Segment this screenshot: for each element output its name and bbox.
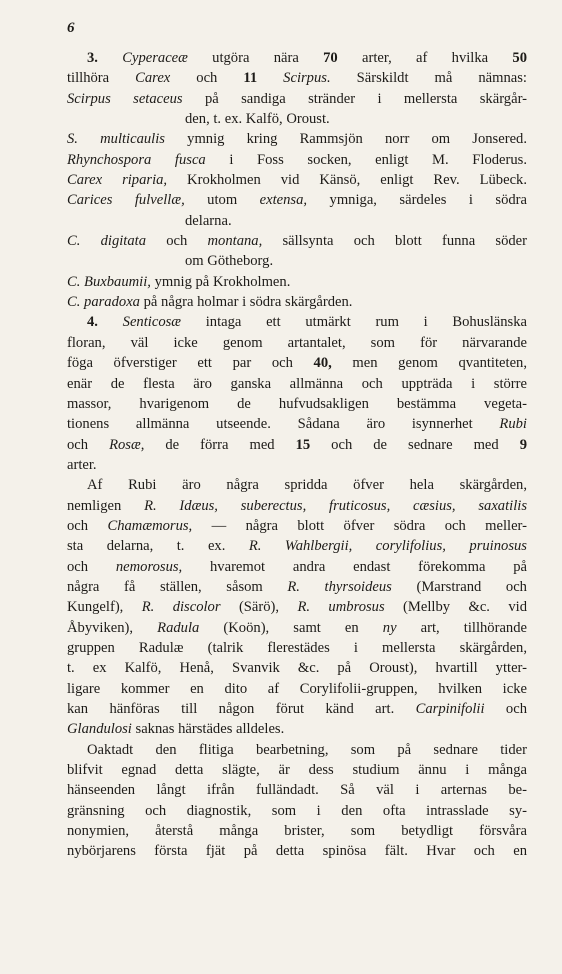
text-line: gruppen Radulæ (talrik flerestädes i mellersta skärgården, [67, 639, 527, 656]
text-line: och Chamæmorus, — några blott öfver södra och meller- [67, 517, 527, 534]
text-line: C. Buxbaumii, ymnig på Krokholmen. [67, 273, 291, 290]
text-line: om Götheborg. [185, 253, 274, 270]
text-line: floran, väl icke genom artantalet, som för närvarande [67, 334, 527, 351]
text-line: Oaktadt den flitiga bearbetning, som på sednare tider [87, 741, 527, 758]
text-line: arter. [67, 456, 97, 473]
text-line: S. multicaulis ymnig kring Rammsjön norr om Jonsered. [67, 131, 527, 148]
text-line: nybörjarens första fjät på detta spinösa fält. Hvar och en [67, 843, 527, 860]
text-line: nemligen R. Idæus, suberectus, fruticosus, cæsius, saxatilis [67, 497, 527, 514]
text-line: ligare kommer en dito af Corylifolii-gruppen, hvilken icke [67, 680, 527, 697]
text-line: C. digitata och montana, sällsynta och blott funna söder [67, 233, 528, 250]
text-line: t. ex Kalfö, Henå, Svanvik &c. på Oroust), hvartill ytter- [67, 660, 527, 677]
body-text [67, 48, 527, 862]
text-line: Glandulosi saknas härstädes alldeles. [67, 721, 285, 738]
text-line: Carex riparia, Krokholmen vid Känsö, enligt Rev. Lübeck. [67, 172, 527, 189]
text-line: tillhöra Carex och 11 Scirpus. Särskildt må nämnas: [67, 70, 527, 87]
text-line: massor, hvarigenom de hufvudsakligen bestämma vegeta- [67, 395, 527, 412]
text-line: Scirpus setaceus på sandiga stränder i mellersta skärgår- [67, 90, 528, 107]
text-line: nonymien, återstå många brister, som betydligt försvåra [67, 823, 527, 840]
text-line: Carices fulvellæ, utom extensa, ymniga, särdeles i södra [67, 192, 527, 209]
text-line: gränsning och diagnostik, som i den ofta intrasslade sy- [67, 802, 527, 819]
text-line: sta delarna, t. ex. R. Wahlbergii, corylifolius, pruinosus [67, 538, 527, 555]
text-line: tionens allmänna utseende. Sådana äro isynnerhet Rubi [67, 416, 527, 433]
text-line: blifvit egnad detta slägte, är dess studium ännu i många [67, 762, 527, 779]
text-line: och nemorosus, hvaremot andra endast förekomma på [67, 558, 527, 575]
text-line: Af Rubi äro några spridda öfver hela skärgården, [87, 477, 527, 494]
text-line: delarna. [185, 212, 232, 229]
text-line: C. paradoxa på några holmar i södra skärgården. [67, 294, 353, 311]
text-line: enär de flesta äro ganska allmänna och uppträda i större [67, 375, 527, 392]
text-line: 4. Senticosæ intaga ett utmärkt rum i Bohuslänska [87, 314, 527, 331]
text-line: Åbyviken), Radula (Koön), samt en ny art, tillhörande [67, 619, 528, 636]
text-line: föga öfverstiger ett par och 40, men genom qvantiteten, [67, 355, 527, 372]
text-line: kan hänföras till någon förut känd art. Carpinifolii och [67, 701, 527, 717]
text-line: några få ställen, såsom R. thyrsoideus (Marstrand och [67, 578, 527, 595]
text-line: hänseenden långt ifrån fulländadt. Så väl i arternas be- [67, 782, 527, 799]
text-line: och Rosæ, de förra med 15 och de sednare med 9 [67, 436, 527, 453]
text-line: 3. Cyperaceæ utgöra nära 70 arter, af hvilka 50 [87, 50, 527, 66]
text-line: Rhynchospora fusca i Foss socken, enligt M. Floderus. [67, 151, 527, 168]
page-number: 6 [67, 20, 75, 36]
text-line: den, t. ex. Kalfö, Oroust. [185, 111, 330, 128]
text-line: Kungelf), R. discolor (Särö), R. umbrosus (Mellby &c. vid [67, 599, 527, 616]
